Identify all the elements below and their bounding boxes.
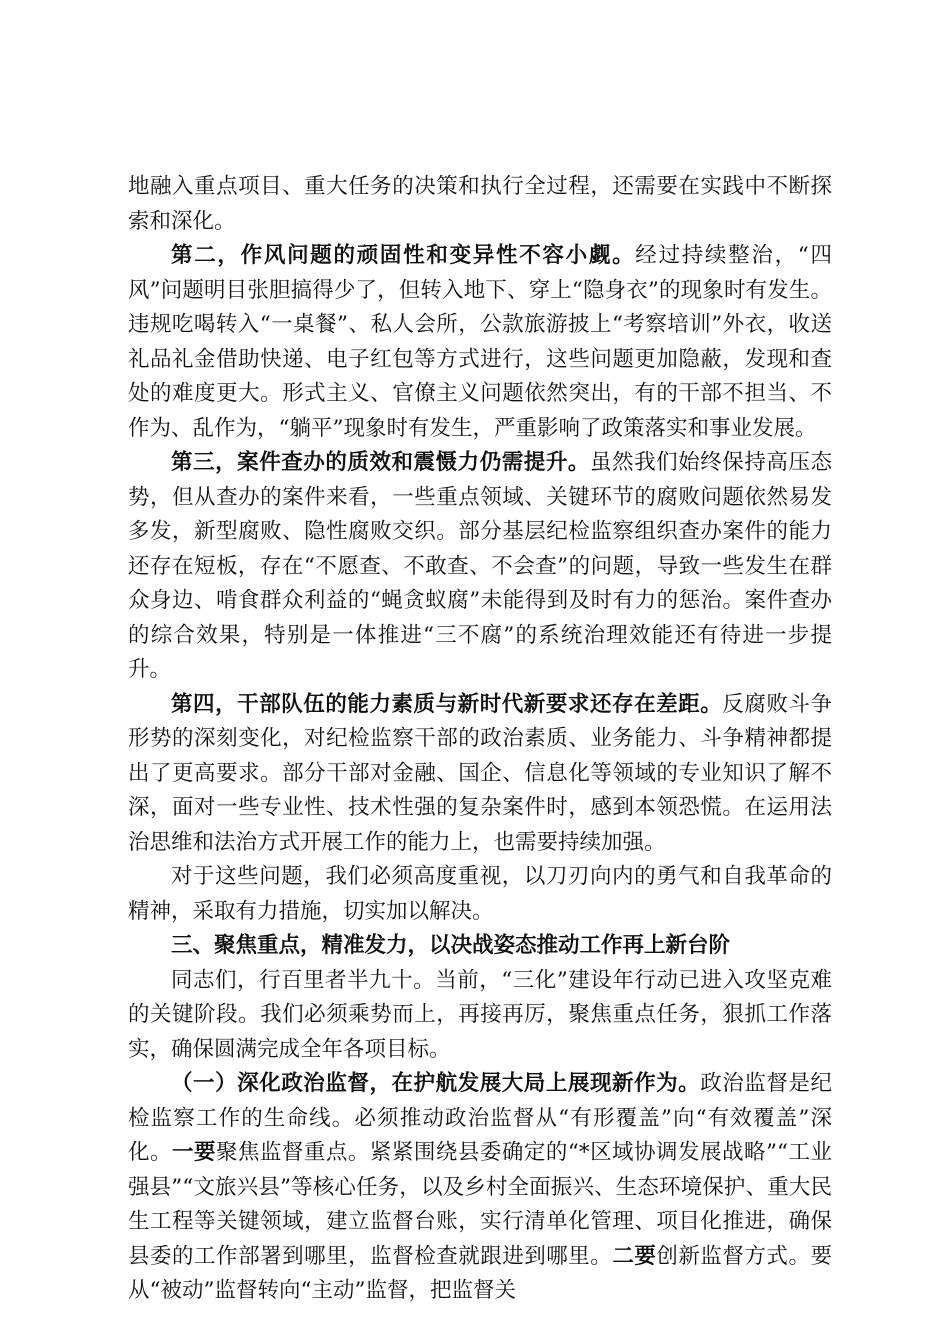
- paragraph-continuation: [128, 170, 832, 239]
- paragraph-political-supervision: [128, 1067, 832, 1309]
- paragraph-text: 经过持续整治，“四风”问题明目张胆搞得少了，但转入地下、穿上“隐身衣”的现象时有发生。违规吃喝转入“一桌餐”、私人会所，公款旅游披上“考察培训”外衣，收送礼品礼金借助快递、电子红包等方式进行，这些问题更加隐蔽，发现和查处的难度更大。形式主义、官僚主义问题依然突出，有的干部不担当、不作为、乱作为，“躺平”现象时有发生，严重影响了政策落实和事业发展。: [128, 243, 832, 441]
- paragraph-third-point: [128, 446, 832, 688]
- paragraph-conclusion: [128, 860, 832, 929]
- paragraph-text: 反腐败斗争形势的深刻变化，对纪检监察干部的政治素质、业务能力、斗争精神都提出了更高要求。部分干部对金融、国企、信息化等领域的专业知识了解不深，面对一些专业性、技术性强的复杂案件时，感到本领恐慌。在运用法治思维和法治方式开展工作的能力上，也需要持续加强。: [128, 691, 832, 855]
- section-heading: 三、聚焦重点，精准发力，以决战姿态推动工作再上新台阶: [171, 933, 731, 958]
- paragraph-lead: 第三，案件查办的质效和震慑力仍需提升。: [171, 450, 590, 475]
- paragraph-lead: （一）深化政治监督，在护航发展大局上展现新作为。: [171, 1071, 701, 1096]
- paragraph-text: 政治监督是纪检监察工作的生命线。必须推动政治监督从“有形覆盖”向“有效覆盖”深化。: [128, 1071, 832, 1165]
- paragraph-text: 地融入重点项目、重大任务的决策和执行全过程，还需要在实践中不断探索和深化。: [128, 174, 832, 234]
- document-body: [128, 170, 832, 1309]
- paragraph-text: 虽然我们始终保持高压态势，但从查办的案件来看，一些重点领域、关键环节的腐败问题依然易发多发，新型腐败、隐性腐败交织。部分基层纪检监察组织查办案件的能力还存在短板，存在“不愿查、不敢查、不会查”的问题，导致一些发生在群众身边、啃食群众利益的“蝇贪蚁腐”未能得到及时有力的惩治。案件查办的综合效果，特别是一体推进“三不腐”的系统治理效能还有待进一步提升。: [128, 450, 832, 682]
- paragraph-text: 对于这些问题，我们必须高度重视，以刀刃向内的勇气和自我革命的精神，采取有力措施，切实加以解决。: [128, 864, 832, 924]
- emphasis-first: 一要: [171, 1140, 216, 1165]
- paragraph-second-point: [128, 239, 832, 446]
- paragraph-lead: 第四，干部队伍的能力素质与新时代新要求还存在差距。: [171, 691, 723, 717]
- paragraph-text: 同志们，行百里者半九十。当前，“三化”建设年行动已进入攻坚克难的关键阶段。我们必须乘势而上，再接再厉，聚焦重点任务，狠抓工作落实，确保圆满完成全年各项目标。: [128, 967, 832, 1062]
- emphasis-second: 二要: [612, 1243, 657, 1269]
- paragraph-lead: 第二，作风问题的顽固性和变异性不容小觑。: [171, 243, 636, 268]
- paragraph-intro: [128, 964, 832, 1068]
- paragraph-text: 聚焦监督重点。紧紧围绕县委确定的“*区域协调发展战略”“工业强县”“文旅兴县”等核心任务，以及乡村全面振兴、生态环境保护、重大民生工程等关键领域，建立监督台账，实行清单化管理、项目化推进，确保县委的工作部署到哪里，监督检查就跟进到哪里。: [128, 1140, 832, 1269]
- paragraph-fourth-point: [128, 688, 832, 861]
- paragraph-text: 创新监督方式。要从“被动”监督转向“主动”监督，把监督关: [128, 1243, 832, 1303]
